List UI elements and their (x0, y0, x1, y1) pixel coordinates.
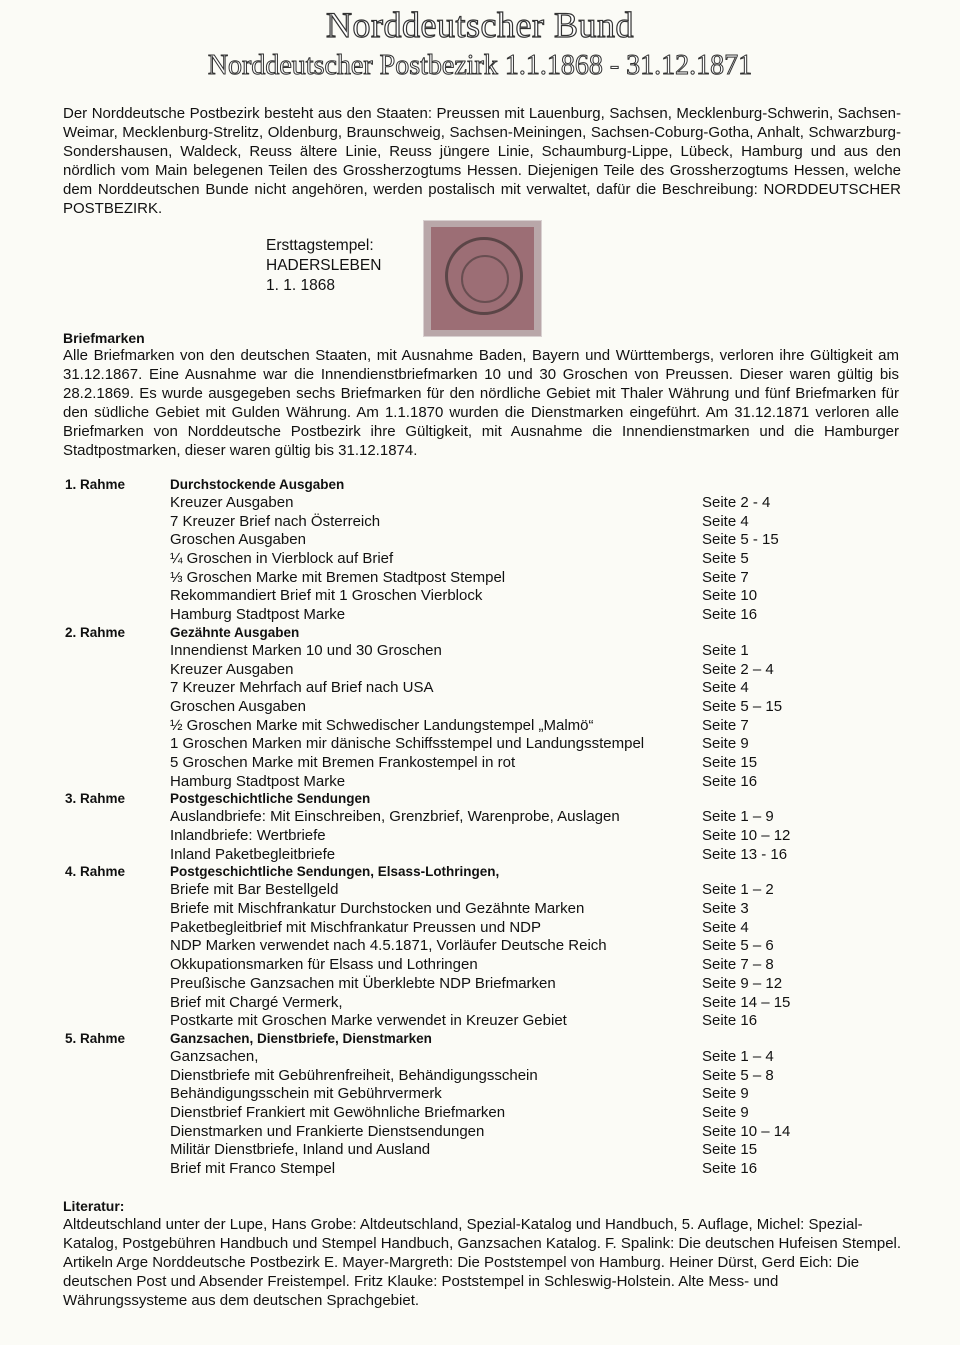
list-item (0, 975, 960, 994)
list-item (0, 1012, 960, 1031)
item-page-ref: Seite 2 – 4 (702, 660, 774, 678)
item-text: Dienstbrief Frankiert mit Gewöhnliche Briefmarken (170, 1103, 506, 1121)
frame-section (0, 625, 960, 792)
list-item (0, 1085, 960, 1104)
list-item (0, 642, 960, 661)
first-day-line1: Ersttagstempel: (266, 237, 374, 254)
first-day-label (266, 236, 381, 296)
item-text: Paketbegleitbrief mit Mischfrankatur Preussen und NDP (170, 918, 542, 936)
item-page-ref: Seite 1 (702, 641, 749, 659)
item-page-ref: Seite 10 – 14 (702, 1122, 791, 1140)
item-page-ref: Seite 16 (702, 1160, 758, 1177)
item-page-ref: Seite 14 – 15 (702, 993, 791, 1011)
item-text: Postkarte mit Groschen Marke verwendet in Kreuzer Gebiet (170, 1012, 567, 1030)
postage-stamp-icon (424, 221, 541, 336)
frame-section (0, 1031, 960, 1179)
item-page-ref: Seite 5 – 15 (702, 697, 783, 715)
page-subtitle: Norddeutscher Postbezirk 1.1.1868 - 31.12.1871 (207, 50, 753, 81)
item-page-ref: Seite 1 – 9 (702, 808, 774, 826)
item-page-ref: Seite 15 (702, 1141, 758, 1159)
item-text: 1 Groschen Marken mir dänische Schiffsstempel und Landungsstempel (170, 735, 645, 753)
item-page-ref: Seite 9 – 12 (702, 974, 783, 992)
page-title: Norddeutscher Bund (326, 5, 634, 45)
list-item (0, 661, 960, 680)
list-item (0, 1048, 960, 1067)
frame-header (0, 477, 960, 494)
frame-title: Postgeschichtliche Sendungen, Elsass-Lothringen, (170, 864, 500, 880)
list-item (0, 1104, 960, 1123)
item-text: Dienstmarken und Frankierte Dienstsendungen (170, 1122, 485, 1140)
briefmarken-heading: Briefmarken (63, 330, 145, 346)
item-page-ref: Seite 3 (702, 900, 749, 918)
item-text: Kreuzer Ausgaben (170, 660, 294, 678)
item-page-ref: Seite 4 (702, 918, 749, 936)
stamp-oval-icon (461, 255, 509, 303)
item-text: Dienstbriefe mit Gebührenfreiheit, Behändigungsschein (170, 1066, 538, 1084)
list-item (0, 569, 960, 588)
frame-header (0, 625, 960, 642)
item-page-ref: Seite 1 – 4 (702, 1047, 774, 1065)
literatur-paragraph: Altdeutschland unter der Lupe, Hans Grobe: Altdeutschland, Spezial-Katalog und Handbuch, 5. Auflage, Michel: Spezial-Katalog, Postgebühren Handbuch und Stempel Handbuch, Ganzsachen Katalog. F. Spalink: Die deutschen Hufeisen Stempel. Artikeln Arge Norddeutsche Postbezirk E. Mayer-Margreth: Die Poststempel von Hamburg. Heiner Dürst, Gerd Eich: Die deutschen Post und Absender Freistempel. Fritz Klauke: Poststempel in Schleswig-Holstein. Alte Mess- und Währungssysteme aus dem deutschen Sprachgebiet. (63, 1216, 902, 1309)
list-item (0, 550, 960, 569)
frame-section (0, 864, 960, 1031)
item-text: 5 Groschen Marke mit Bremen Frankostempel in rot (170, 753, 516, 771)
list-item (0, 956, 960, 975)
item-page-ref: Seite 5 – 8 (702, 1066, 774, 1084)
item-page-ref: Seite 7 – 8 (702, 956, 774, 974)
list-item (0, 881, 960, 900)
intro-paragraph: Der Norddeutsche Postbezirk besteht aus den Staaten: Preussen mit Lauenburg, Sachsen, Mecklenburg-Schwerin, Sachsen-Weimar, Mecklenburg-Strelitz, Oldenburg, Braunschweig, Sachsen-Meiningen, Sachsen-Coburg-Gotha, Anhalt, Schwarzburg-Sondershausen, Waldeck, Reuss ältere Linie, Reuss jüngere Linie, Schaumburg-Lippe, Lübeck, Hamburg und aus den nördlich vom Main belegenen Teilen des Grossherzogtums Hessen. Diejenigen Teile des Grossherzogtums Hessen, welche dem Norddeutschen Bunde nicht angehören, werden postalisch mit verwaltet, dafür die Beschreibung: NORDDEUTSCHER POSTBEZIRK. (63, 105, 901, 217)
frame-number: 1. Rahme (65, 477, 126, 492)
table-of-contents (0, 477, 960, 1179)
frame-number: 4. Rahme (65, 864, 126, 880)
item-text: Inlandbriefe: Wertbriefe (170, 827, 326, 844)
item-page-ref: Seite 15 (702, 753, 758, 771)
stamp-image (431, 227, 534, 330)
item-page-ref: Seite 1 – 2 (702, 881, 774, 899)
list-item (0, 1141, 960, 1160)
list-item (0, 494, 960, 513)
item-page-ref: Seite 5 (702, 550, 749, 568)
item-page-ref: Seite 7 (702, 716, 749, 734)
item-text: 7 Kreuzer Brief nach Österreich (170, 512, 381, 530)
item-text: Militär Dienstbriefe, Inland und Ausland (170, 1141, 431, 1159)
list-item (0, 606, 960, 625)
frame-title: Postgeschichtliche Sendungen (170, 791, 371, 807)
list-item (0, 1123, 960, 1142)
item-text: Briefe mit Bar Bestellgeld (170, 881, 339, 899)
item-page-ref: Seite 5 – 6 (702, 937, 774, 955)
item-text: NDP Marken verwendet nach 4.5.1871, Vorläufer Deutsche Reich (170, 937, 607, 955)
item-page-ref: Seite 16 (702, 772, 758, 790)
frame-number: 3. Rahme (65, 791, 126, 807)
list-item (0, 698, 960, 717)
list-item (0, 1160, 960, 1179)
list-item (0, 827, 960, 846)
frame-section (0, 791, 960, 864)
list-item (0, 587, 960, 606)
list-item (0, 735, 960, 754)
item-page-ref: Seite 4 (702, 679, 749, 697)
list-item (0, 679, 960, 698)
list-item (0, 937, 960, 956)
frame-title: Durchstockende Ausgaben (170, 477, 345, 492)
item-text: Inland Paketbegleitbriefe (170, 845, 336, 863)
item-page-ref: Seite 16 (702, 606, 758, 624)
item-text: Hamburg Stadtpost Marke (170, 606, 346, 624)
list-item (0, 846, 960, 865)
list-item (0, 900, 960, 919)
item-text: Okkupationsmarken für Elsass und Lothringen (170, 956, 478, 974)
item-page-ref: Seite 16 (702, 1012, 758, 1030)
item-page-ref: Seite 9 (702, 1103, 749, 1121)
item-text: 7 Kreuzer Mehrfach auf Brief nach USA (170, 679, 434, 697)
item-page-ref: Seite 7 (702, 568, 749, 586)
item-page-ref: Seite 13 - 16 (702, 845, 788, 863)
item-page-ref: Seite 5 - 15 (702, 531, 779, 549)
item-text: ⅓ Groschen Marke mit Bremen Stadtpost Stempel (170, 568, 506, 586)
item-text: Brief mit Franco Stempel (170, 1160, 336, 1177)
literatur-heading: Literatur: (63, 1198, 125, 1214)
list-item (0, 1067, 960, 1086)
list-item (0, 717, 960, 736)
list-item (0, 513, 960, 532)
list-item (0, 754, 960, 773)
briefmarken-paragraph: Alle Briefmarken von den deutschen Staaten, mit Ausnahme Baden, Bayern und Württembergs, verloren ihre Gültigkeit am 31.12.1867. Eine Ausnahme war die Innendienstbriefmarken 10 und 30 Groschen von Preussen. Dieser waren gültig bis 28.2.1869. Es wurde ausgegeben sechs Briefmarken für den nördliche Gebiet mit Thaler Währung und fünf Briefmarken für den südliche Gebiet mit Gulden Währung. Am 1.1.1870 wurden die Dienstmarken eingeführt. Am 31.12.1871 verloren alle Briefmarken von Norddeutsche Postbezirk ihre Gültigkeit, mit Ausnahme die Innendienstmarken und die Hamburger Stadtpostmarken, dieser waren gültig bis 31.12.1874. (63, 347, 899, 459)
list-item (0, 808, 960, 827)
item-text: Briefe mit Mischfrankatur Durchstocken und Gezähnte Marken (170, 900, 585, 918)
list-item (0, 994, 960, 1013)
item-text: Kreuzer Ausgaben (170, 494, 294, 511)
item-text: Groschen Ausgaben (170, 697, 306, 715)
frame-header (0, 1031, 960, 1048)
item-text: Auslandbriefe: Mit Einschreiben, Grenzbrief, Warenprobe, Auslagen (170, 808, 620, 826)
frame-section (0, 477, 960, 625)
list-item (0, 773, 960, 792)
item-text: Preußische Ganzsachen mit Überklebte NDP Briefmarken (170, 974, 556, 992)
item-text: Groschen Ausgaben (170, 531, 306, 549)
frame-title: Gezähnte Ausgaben (170, 624, 300, 640)
frame-number: 5. Rahme (65, 1030, 126, 1046)
frame-number: 2. Rahme (65, 624, 126, 640)
item-page-ref: Seite 10 – 12 (702, 827, 791, 844)
item-page-ref: Seite 4 (702, 512, 749, 530)
item-page-ref: Seite 9 (702, 735, 749, 753)
item-text: ½ Groschen Marke mit Schwedischer Landungstempel „Malmö“ (170, 716, 594, 734)
item-text: Ganzsachen, (170, 1047, 259, 1065)
list-item (0, 531, 960, 550)
item-page-ref: Seite 2 - 4 (702, 494, 771, 511)
item-page-ref: Seite 9 (702, 1085, 749, 1103)
item-text: Hamburg Stadtpost Marke (170, 772, 346, 790)
item-text: Behändigungsschein mit Gebührvermerk (170, 1085, 442, 1103)
item-text: ¼ Groschen in Vierblock auf Brief (170, 550, 394, 568)
frame-header (0, 864, 960, 881)
item-text: Innendienst Marken 10 und 30 Groschen (170, 641, 442, 659)
frame-header (0, 791, 960, 808)
item-text: Brief mit Chargé Vermerk, (170, 993, 343, 1011)
frame-title: Ganzsachen, Dienstbriefe, Dienstmarken (170, 1030, 432, 1046)
list-item (0, 919, 960, 938)
item-page-ref: Seite 10 (702, 587, 758, 605)
first-day-line2: HADERSLEBEN (266, 257, 382, 274)
item-text: Rekommandiert Brief mit 1 Groschen Vierblock (170, 587, 483, 605)
first-day-line3: 1. 1. 1868 (266, 277, 335, 294)
